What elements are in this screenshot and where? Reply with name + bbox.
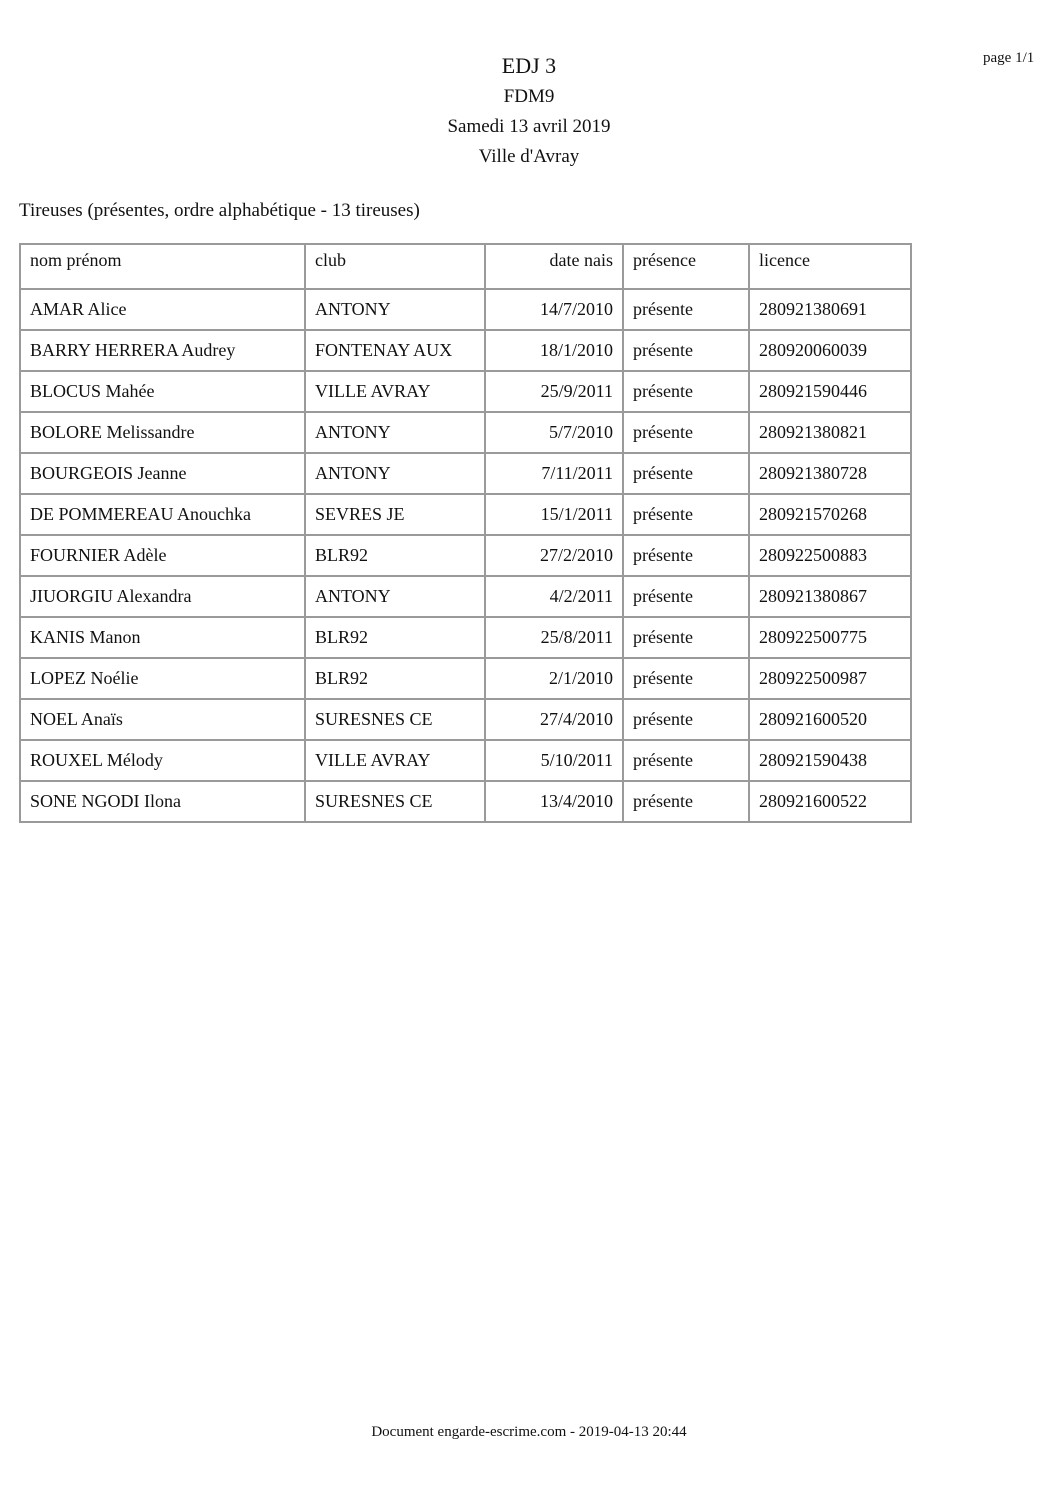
fencer-name-cell: AMAR Alice — [20, 289, 305, 330]
table-row — [20, 453, 911, 494]
fencer-name-cell: DE POMMEREAU Anouchka — [20, 494, 305, 535]
birthdate-cell: 25/9/2011 — [485, 371, 623, 412]
presence-cell: présente — [623, 535, 749, 576]
table-row — [20, 494, 911, 535]
fencer-name-cell: KANIS Manon — [20, 617, 305, 658]
birthdate-cell: 5/7/2010 — [485, 412, 623, 453]
birthdate-cell: 2/1/2010 — [485, 658, 623, 699]
club-cell: ANTONY — [305, 453, 485, 494]
section-title: Tireuses (présentes, ordre alphabétique - 13 tireuses) — [19, 200, 420, 221]
event-date: Samedi 13 avril 2019 — [447, 116, 611, 137]
fencer-name-cell: LOPEZ Noélie — [20, 658, 305, 699]
presence-cell: présente — [623, 740, 749, 781]
fencer-name-cell: BLOCUS Mahée — [20, 371, 305, 412]
birthdate-cell: 27/2/2010 — [485, 535, 623, 576]
column-header-presence: présence — [623, 244, 749, 289]
fencers-table — [19, 243, 912, 823]
column-header-club: club — [305, 244, 485, 289]
column-header-licence: licence — [749, 244, 911, 289]
presence-cell: présente — [623, 699, 749, 740]
birthdate-cell: 27/4/2010 — [485, 699, 623, 740]
birthdate-cell: 7/11/2011 — [485, 453, 623, 494]
club-cell: BLR92 — [305, 535, 485, 576]
table-body — [20, 289, 911, 822]
competition-title: EDJ 3 — [501, 53, 557, 78]
licence-cell: 280921380867 — [749, 576, 911, 617]
club-cell: SURESNES CE — [305, 781, 485, 822]
licence-cell: 280921570268 — [749, 494, 911, 535]
footer: Document engarde-escrime.com - 2019-04-13 20:44 — [371, 1424, 687, 1440]
presence-cell: présente — [623, 576, 749, 617]
licence-cell: 280921590438 — [749, 740, 911, 781]
presence-cell: présente — [623, 371, 749, 412]
page-number: page 1/1 — [983, 50, 1035, 66]
presence-cell: présente — [623, 617, 749, 658]
fencer-name-cell: BOURGEOIS Jeanne — [20, 453, 305, 494]
presence-cell: présente — [623, 330, 749, 371]
club-cell: FONTENAY AUX — [305, 330, 485, 371]
licence-cell: 280921590446 — [749, 371, 911, 412]
column-header-birthdate: date nais — [485, 244, 623, 289]
document-header — [0, 50, 1058, 172]
birthdate-cell: 4/2/2011 — [485, 576, 623, 617]
club-cell: VILLE AVRAY — [305, 371, 485, 412]
club-cell: ANTONY — [305, 289, 485, 330]
fencer-name-cell: ROUXEL Mélody — [20, 740, 305, 781]
birthdate-cell: 15/1/2011 — [485, 494, 623, 535]
licence-cell: 280922500883 — [749, 535, 911, 576]
presence-cell: présente — [623, 658, 749, 699]
licence-cell: 280921600522 — [749, 781, 911, 822]
presence-cell: présente — [623, 412, 749, 453]
birthdate-cell: 5/10/2011 — [485, 740, 623, 781]
presence-cell: présente — [623, 781, 749, 822]
club-cell: ANTONY — [305, 576, 485, 617]
table-row — [20, 330, 911, 371]
table-row — [20, 699, 911, 740]
club-cell: ANTONY — [305, 412, 485, 453]
presence-cell: présente — [623, 453, 749, 494]
licence-cell: 280920060039 — [749, 330, 911, 371]
club-cell: VILLE AVRAY — [305, 740, 485, 781]
fencer-name-cell: SONE NGODI Ilona — [20, 781, 305, 822]
table-row — [20, 371, 911, 412]
fencer-name-cell: BARRY HERRERA Audrey — [20, 330, 305, 371]
birthdate-cell: 25/8/2011 — [485, 617, 623, 658]
licence-cell: 280922500987 — [749, 658, 911, 699]
birthdate-cell: 18/1/2010 — [485, 330, 623, 371]
table-row — [20, 576, 911, 617]
licence-cell: 280921380728 — [749, 453, 911, 494]
fencer-name-cell: FOURNIER Adèle — [20, 535, 305, 576]
licence-cell: 280921600520 — [749, 699, 911, 740]
table-row — [20, 658, 911, 699]
table-header-row — [20, 244, 911, 289]
birthdate-cell: 14/7/2010 — [485, 289, 623, 330]
birthdate-cell: 13/4/2010 — [485, 781, 623, 822]
event-location: Ville d'Avray — [478, 146, 580, 167]
table-row — [20, 740, 911, 781]
licence-cell: 280921380691 — [749, 289, 911, 330]
licence-cell: 280922500775 — [749, 617, 911, 658]
fencer-name-cell: BOLORE Melissandre — [20, 412, 305, 453]
table-row — [20, 617, 911, 658]
fencer-name-cell: JIUORGIU Alexandra — [20, 576, 305, 617]
club-cell: BLR92 — [305, 617, 485, 658]
column-header-name: nom prénom — [20, 244, 305, 289]
table-row — [20, 535, 911, 576]
category-label: FDM9 — [503, 86, 555, 107]
table-row — [20, 781, 911, 822]
club-cell: SURESNES CE — [305, 699, 485, 740]
club-cell: SEVRES JE — [305, 494, 485, 535]
fencer-name-cell: NOEL Anaïs — [20, 699, 305, 740]
table-row — [20, 289, 911, 330]
table-row — [20, 412, 911, 453]
presence-cell: présente — [623, 289, 749, 330]
club-cell: BLR92 — [305, 658, 485, 699]
licence-cell: 280921380821 — [749, 412, 911, 453]
presence-cell: présente — [623, 494, 749, 535]
